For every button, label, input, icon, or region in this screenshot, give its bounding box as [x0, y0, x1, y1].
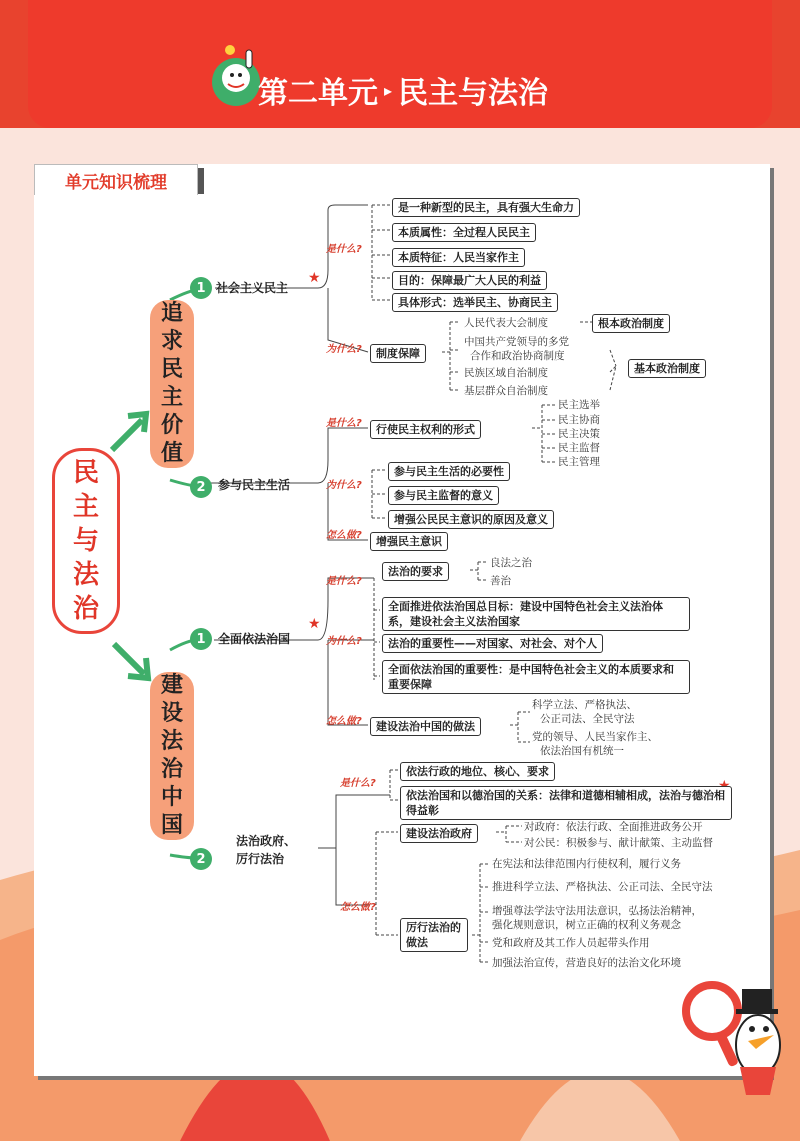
practice-item: 依法治国有机统一	[540, 745, 624, 757]
topic-number: 1	[190, 628, 212, 650]
system-item: 基层群众自治制度	[464, 385, 548, 397]
practice-item: 公正司法、全民守法	[540, 713, 635, 725]
topic-socialist-democracy: 社会主义民主	[216, 281, 289, 295]
topic-law-government-1: 法治政府、	[236, 834, 297, 848]
pillar-char: 民	[160, 357, 183, 382]
practice-item: 党的领导、人民当家作主、	[532, 731, 658, 743]
pillar-char: 主	[160, 385, 183, 410]
question-what: 是什么?	[326, 418, 362, 429]
question-what: 是什么?	[326, 576, 362, 587]
law-item: 推进科学立法、严格执法、公正司法、全民守法	[492, 881, 713, 893]
form-item: 民主决策	[558, 428, 600, 440]
pillar-char: 价	[160, 413, 183, 438]
center-char: 主	[72, 492, 99, 522]
center-char: 与	[72, 526, 99, 556]
magnifier-mascot-icon	[678, 975, 790, 1105]
what-item: 目的：保障最广大人民的利益	[392, 271, 547, 290]
title-separator: ▸	[384, 80, 393, 100]
question-why: 为什么?	[326, 480, 362, 491]
law-item: 加强法治宣传，营造良好的法治文化环境	[492, 957, 681, 969]
center-node	[52, 448, 120, 634]
significance-box: 全面依法治国的重要性：是中国特色社会主义的本质要求和重要保障	[382, 660, 690, 694]
topic-number: 2	[190, 848, 212, 870]
why-item: 参与民主监督的意义	[388, 486, 499, 505]
center-char: 治	[72, 594, 99, 624]
practice-item: 科学立法、严格执法、	[532, 699, 637, 711]
pillar-char: 追	[160, 301, 183, 326]
importance-box: 法治的重要性——对国家、对社会、对个人	[382, 634, 603, 653]
law-item: 增强尊法学法守法用法意识，弘扬法治精神，	[492, 905, 702, 917]
pillar-char: 值	[160, 441, 183, 466]
system-item: 民族区域自治制度	[464, 367, 548, 379]
law-morality-box: 依法治国和以德治国的关系：法律和道德相辅相成，法治与德治相得益彰	[400, 786, 732, 820]
system-item: 人民代表大会制度	[464, 317, 548, 329]
pillar-char: 国	[160, 813, 183, 838]
form-item: 民主选举	[558, 399, 600, 411]
pillar-char: 求	[160, 329, 183, 354]
system-item: 中国共产党领导的多党	[464, 336, 569, 348]
what-item: 具体形式：选举民主、协商民主	[392, 293, 558, 312]
why-item: 参与民主生活的必要性	[388, 462, 510, 481]
arrow-up-icon	[108, 404, 154, 454]
arrow-down-icon	[110, 640, 156, 690]
requirement-item: 善治	[490, 575, 511, 587]
how-box: 增强民主意识	[370, 532, 448, 551]
topic-number: 1	[190, 277, 212, 299]
pillar-char: 法	[160, 729, 183, 754]
basic-system-box: 基本政治制度	[628, 359, 706, 378]
question-why: 为什么?	[326, 636, 362, 647]
question-why: 为什么?	[326, 344, 362, 355]
rule-requirement-box: 法治的要求	[382, 562, 449, 581]
question-how: 怎么做?	[340, 902, 376, 913]
law-gov-box: 建设法治政府	[400, 824, 478, 843]
form-item: 民主管理	[558, 456, 600, 468]
what-item: 本质特征：人民当家作主	[392, 248, 525, 267]
topic-number: 2	[190, 476, 212, 498]
question-what: 是什么?	[340, 778, 376, 789]
pillar-char: 设	[160, 701, 183, 726]
what-item: 是一种新型的民主，具有强大生命力	[392, 198, 580, 217]
law-item: 党和政府及其工作人员起带头作用	[492, 937, 650, 949]
law-item: 强化规则意识，树立正确的权利义务观念	[492, 919, 681, 931]
gov-item: 对政府：依法行政、全面推进政务公开	[524, 821, 703, 833]
form-item: 民主监督	[558, 442, 600, 454]
gov-item: 对公民：积极参与、献计献策、主动监督	[524, 837, 713, 849]
law-practice-box: 厉行法治的做法	[400, 918, 468, 952]
pillar-pursue-democracy	[150, 300, 194, 468]
center-char: 民	[72, 458, 99, 488]
question-how: 怎么做?	[326, 716, 362, 727]
unit-title: 第二单元	[258, 76, 378, 111]
institution-guarantee-box: 制度保障	[370, 344, 426, 363]
page-title	[258, 60, 588, 120]
overall-goal-box: 全面推进依法治国总目标：建设中国特色社会主义法治体系，建设社会主义法治国家	[382, 597, 690, 631]
star-icon: ★	[308, 616, 321, 632]
center-char: 法	[72, 560, 99, 590]
pillar-char: 建	[160, 673, 183, 698]
system-item: 合作和政治协商制度	[470, 350, 565, 362]
topic-law-government-2: 厉行法治	[236, 852, 285, 866]
pillar-char: 治	[160, 757, 183, 782]
pillar-char: 中	[160, 785, 183, 810]
law-item: 在宪法和法律范围内行使权利，履行义务	[492, 858, 681, 870]
unit-subtitle: 民主与法治	[398, 76, 549, 111]
topic-participate-democracy: 参与民主生活	[218, 478, 291, 492]
section-tab: 单元知识梳理	[34, 164, 198, 195]
pillar-build-rule-of-law	[150, 672, 194, 840]
forms-box: 行使民主权利的形式	[370, 420, 481, 439]
why-item: 增强公民民主意识的原因及意义	[388, 510, 554, 529]
root-system-box: 根本政治制度	[592, 314, 670, 333]
topic-rule-of-law: 全面依法治国	[218, 632, 291, 646]
admin-law-box: 依法行政的地位、核心、要求	[400, 762, 555, 781]
requirement-item: 良法之治	[490, 557, 532, 569]
what-item: 本质属性：全过程人民民主	[392, 223, 536, 242]
question-how: 怎么做?	[326, 530, 362, 541]
practice-box: 建设法治中国的做法	[370, 717, 481, 736]
star-icon: ★	[308, 270, 321, 286]
question-what: 是什么?	[326, 244, 362, 255]
form-item: 民主协商	[558, 414, 600, 426]
